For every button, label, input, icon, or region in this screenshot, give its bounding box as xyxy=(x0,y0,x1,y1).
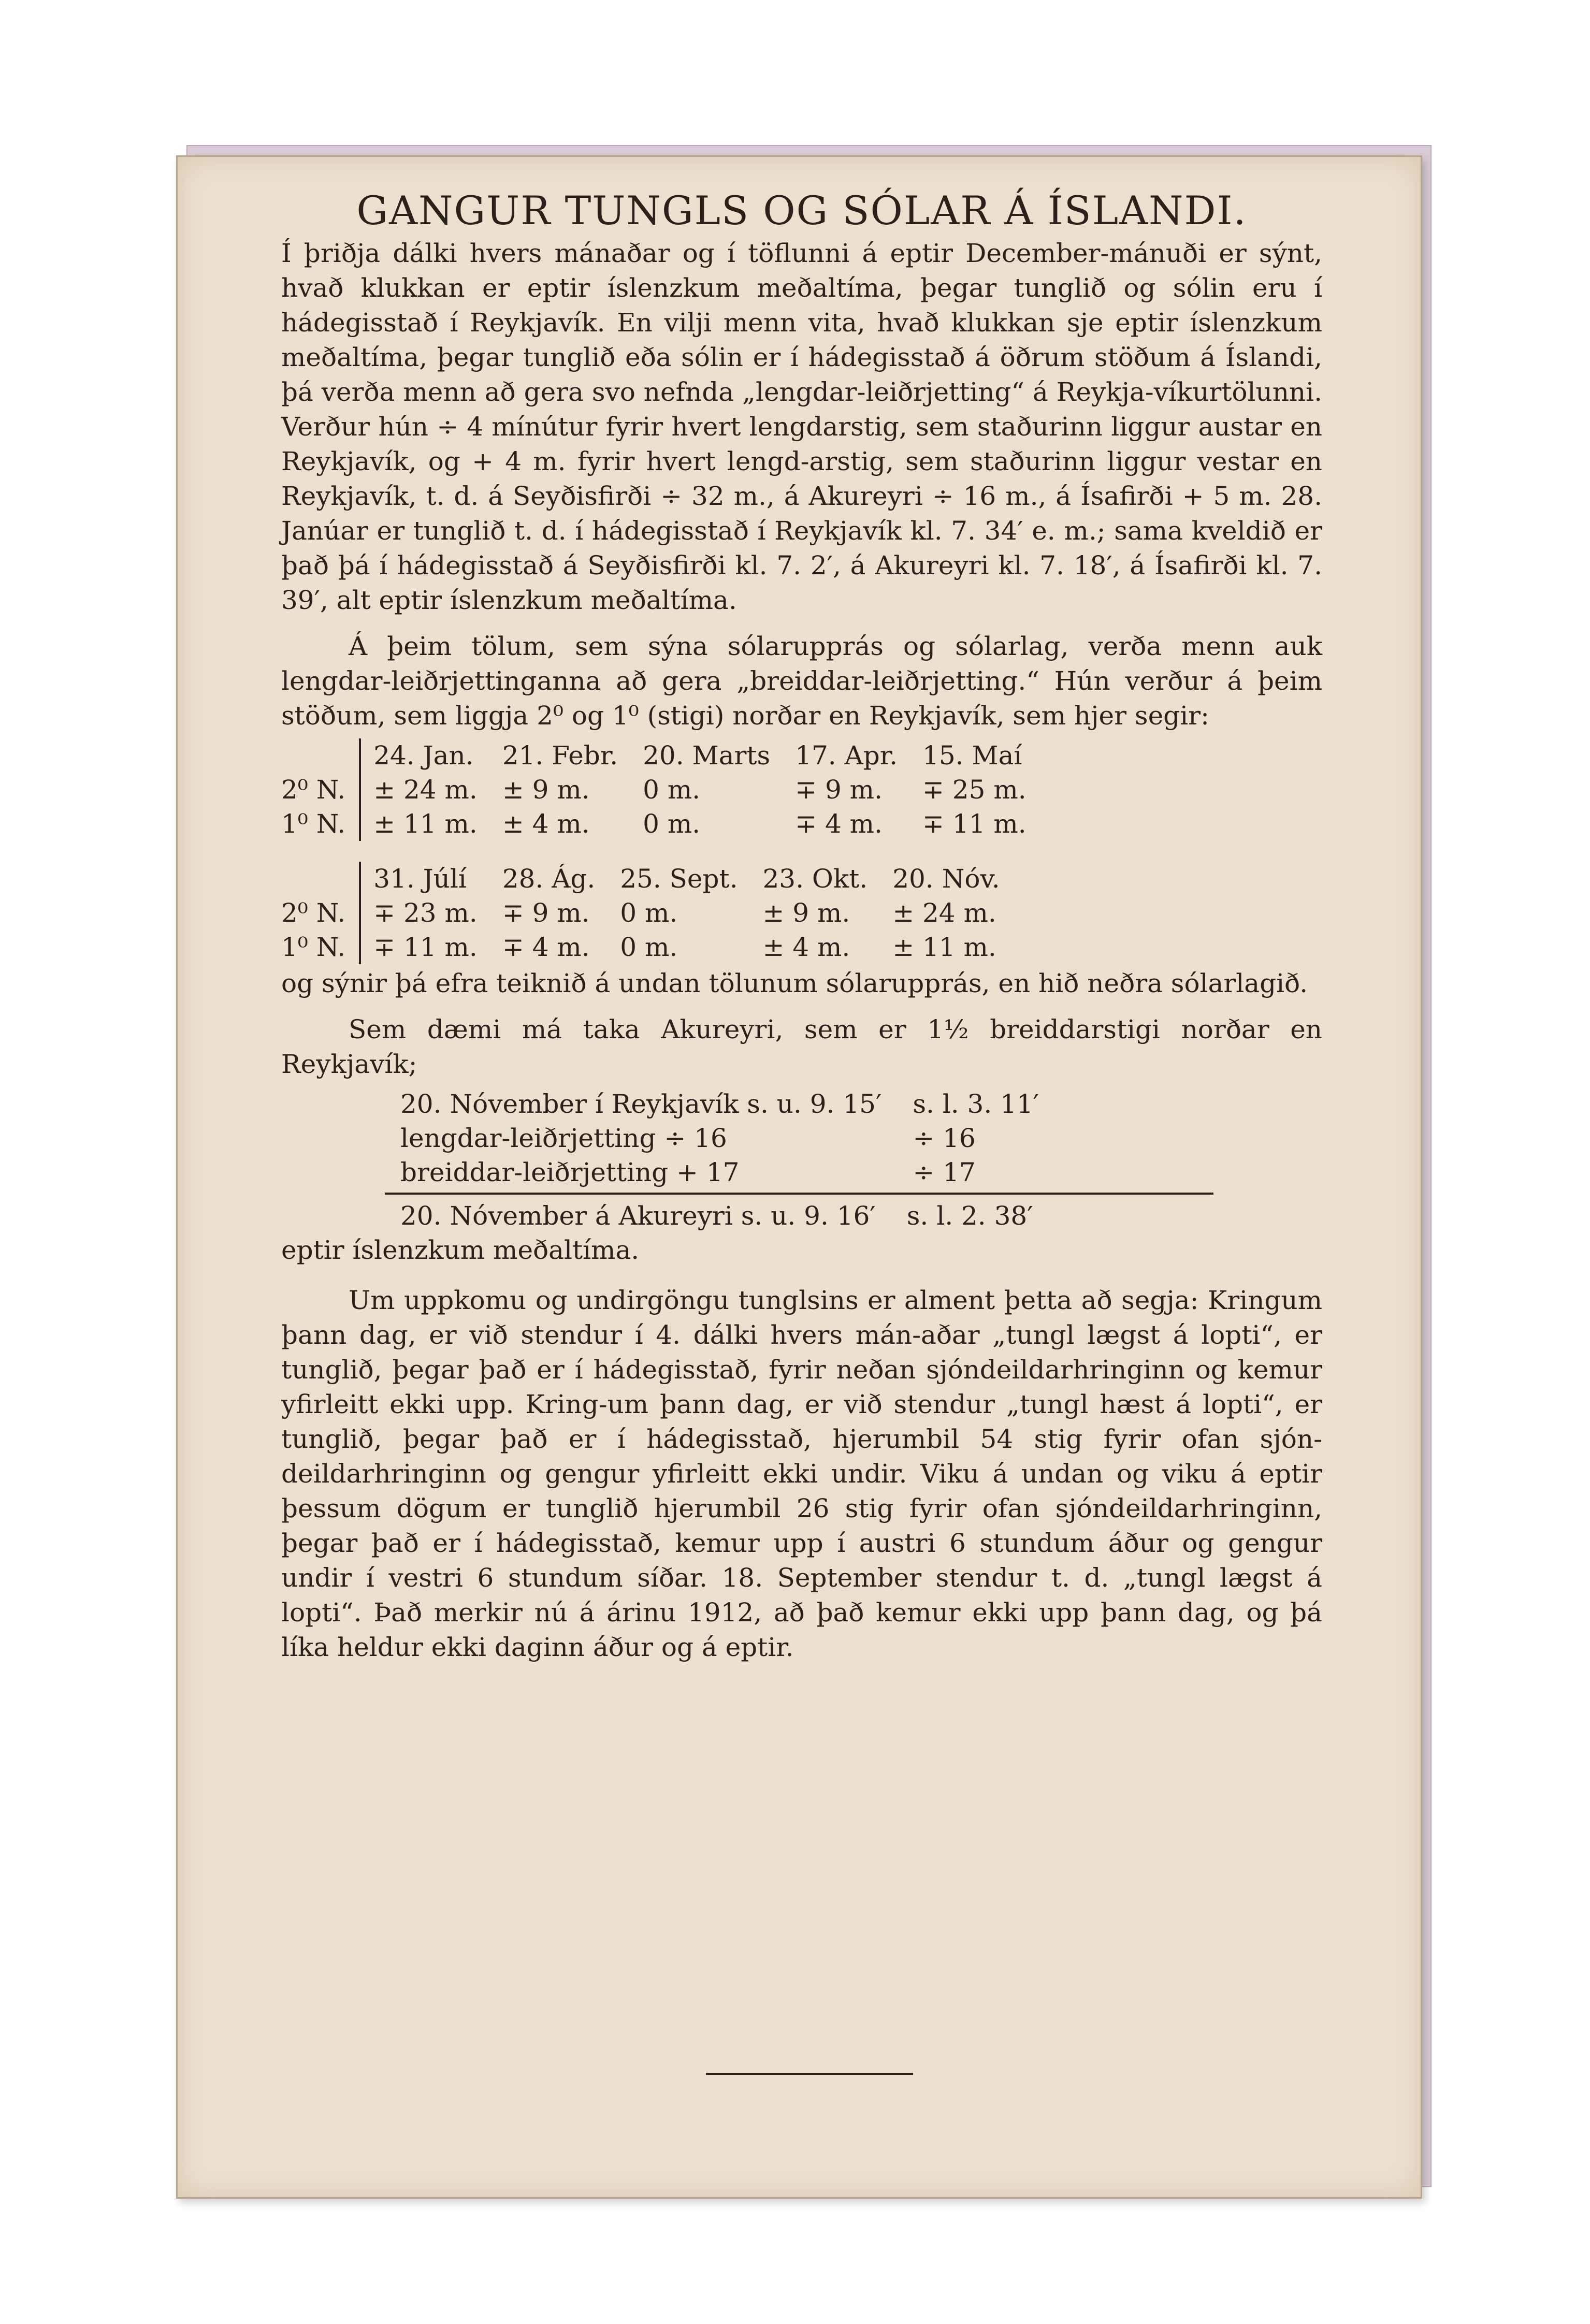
table-header: 20. Nóv. xyxy=(892,864,1000,894)
table-cell: 0 m. xyxy=(620,898,678,928)
calc-cell: s. l. 2. 38′ xyxy=(906,1201,1033,1231)
calc-cell: ÷ 16 xyxy=(913,1123,976,1153)
table-row xyxy=(281,930,1013,964)
row-label: 1⁰ N. xyxy=(281,930,360,964)
table-row xyxy=(281,896,1013,930)
table-cell: ± 4 m. xyxy=(502,809,590,839)
table-cell: ∓ 11 m. xyxy=(373,932,478,962)
correction-table-autumn xyxy=(281,862,1013,964)
table-header: 15. Maí xyxy=(922,740,1022,771)
book-page xyxy=(176,155,1422,2199)
paragraph-example: Sem dæmi má taka Akureyri, sem er 1½ breiddarstigi norðar en Reykjavík; xyxy=(281,1014,1322,1079)
calc-row xyxy=(385,1087,1054,1121)
table-cell: 0 m. xyxy=(620,932,678,962)
calc-cell: 20. Nóvember í Reykjavík s. u. 9. 15′ xyxy=(400,1089,882,1119)
paragraph-signs: og sýnir þá efra teiknið á undan tölunum sólarupprás, en hið neðra sólarlagið. xyxy=(281,968,1308,998)
example-calculation xyxy=(385,1087,1054,1189)
table-row xyxy=(281,773,1039,807)
calc-result-row xyxy=(385,1199,1049,1233)
end-rule xyxy=(706,2073,913,2075)
page-content xyxy=(281,187,1322,1665)
paragraph-moonrise: Um uppkomu og undirgöngu tunglsins er alment þetta að segja: Kringum þann dag, er við stendur í 4. dálki hvers mán-aðar „tungl lægst á lopti“, er tunglið, þegar það er í hádegisstað, fyrir neðan sjóndeildarhringinn og kemur yfirleitt ekki upp. Kring-um þann dag, er við stendur „tungl hæst á lopti“, er tunglið, þegar það er í hádegisstað, hjerumbil 54 stig fyrir ofan sjón-deildarhringinn og gengur yfirleitt ekki undir. Viku á undan og viku á eptir þessum dögum er tunglið hjerumbil 26 stig fyrir ofan sjóndeildarhringinn, þegar það er í hádegisstað, kemur upp í austri 6 stundum áður og gengur undir í vestri 6 stundum síðar. 18. September stendur t. d. „tungl lægst á lopti“. Það merkir nú á árinu 1912, að það kemur ekki upp þann dag, og þá líka heldur ekki daginn áður og á eptir. xyxy=(281,1285,1322,1662)
calc-note: eptir íslenzkum meðaltíma. xyxy=(281,1235,640,1265)
table-cell: ± 11 m. xyxy=(892,932,996,962)
paragraph-longitude: Í þriðja dálki hvers mánaðar og í töflunni á eptir December-mánuði er sýnt, hvað klukkan er eptir íslenzkum meðaltíma, þegar tunglið og sólin eru í hádegisstað í Reykjavík. En vilji menn vita, hvað klukkan sje eptir íslenzkum meðaltíma, þegar tunglið eða sólin er í hádegisstað á öðrum stöðum á Íslandi, þá verða menn að gera svo nefnda „lengdar-leiðrjetting“ á Reykja-víkurtölunni. Verður hún ÷ 4 mínútur fyrir hvert lengdarstig, sem staðurinn liggur austar en Reykjavík, og + 4 m. fyrir hvert lengd-arstig, sem staðurinn liggur vestar en Reykjavík, t. d. á Seyðisfirði ÷ 32 m., á Akureyri ÷ 16 m., á Ísafirði + 5 m. 28. Janúar er tunglið t. d. í hádegisstað í Reykjavík kl. 7. 34′ e. m.; sama kveldið er það þá í hádegisstað á Seyðisfirði kl. 7. 2′, á Akureyri kl. 7. 18′, á Ísafirði kl. 7. 39′, alt eptir íslenzkum meðaltíma. xyxy=(281,238,1322,615)
table-cell: ∓ 9 m. xyxy=(795,775,883,805)
table-header: 23. Okt. xyxy=(762,864,868,894)
calc-cell: lengdar-leiðrjetting ÷ 16 xyxy=(400,1123,727,1153)
table-header: 25. Sept. xyxy=(620,864,738,894)
table-header-row xyxy=(281,738,1039,773)
sum-rule xyxy=(385,1193,1213,1195)
table-header: 24. Jan. xyxy=(373,740,474,771)
table-cell: ∓ 9 m. xyxy=(502,898,590,928)
table-header-row xyxy=(281,862,1013,896)
page-title: GANGUR TUNGLS OG SÓLAR Á ÍSLANDI. xyxy=(356,187,1247,234)
calc-cell: breiddar-leiðrjetting + 17 xyxy=(400,1157,740,1187)
table-header: 28. Ág. xyxy=(502,864,596,894)
paragraph-latitude: Á þeim tölum, sem sýna sólarupprás og sólarlag, verða menn auk lengdar-leiðrjettinganna að gera „breiddar-leiðrjetting.“ Hún verður á þeim stöðum, sem liggja 2⁰ og 1⁰ (stigi) norðar en Reykjavík, sem hjer segir: xyxy=(281,631,1322,731)
calc-row xyxy=(385,1155,1054,1189)
table-cell: ∓ 25 m. xyxy=(922,775,1027,805)
example-result xyxy=(385,1199,1049,1233)
table-cell: 0 m. xyxy=(643,775,701,805)
table-cell: ± 9 m. xyxy=(762,898,850,928)
row-label: 1⁰ N. xyxy=(281,807,360,841)
table-cell: ± 4 m. xyxy=(762,932,850,962)
table-cell: ∓ 4 m. xyxy=(795,809,883,839)
table-header: 21. Febr. xyxy=(502,740,618,771)
table-cell: ∓ 23 m. xyxy=(373,898,478,928)
table-cell: 0 m. xyxy=(643,809,701,839)
table-cell: ± 11 m. xyxy=(373,809,478,839)
row-label: 2⁰ N. xyxy=(281,896,360,930)
table-row xyxy=(281,807,1039,841)
table-header: 20. Marts xyxy=(643,740,771,771)
calc-cell: 20. Nóvember á Akureyri s. u. 9. 16′ xyxy=(400,1201,876,1231)
calc-row xyxy=(385,1121,1054,1155)
calc-cell: s. l. 3. 11′ xyxy=(913,1089,1039,1119)
table-cell: ∓ 11 m. xyxy=(922,809,1027,839)
table-cell: ± 24 m. xyxy=(373,775,478,805)
row-label: 2⁰ N. xyxy=(281,773,360,807)
table-cell: ∓ 4 m. xyxy=(502,932,590,962)
table-cell: ± 9 m. xyxy=(502,775,590,805)
table-header: 17. Apr. xyxy=(795,740,898,771)
calc-cell: ÷ 17 xyxy=(913,1157,976,1187)
correction-table-spring xyxy=(281,738,1039,841)
table-header: 31. Júlí xyxy=(373,864,467,894)
table-cell: ± 24 m. xyxy=(892,898,996,928)
